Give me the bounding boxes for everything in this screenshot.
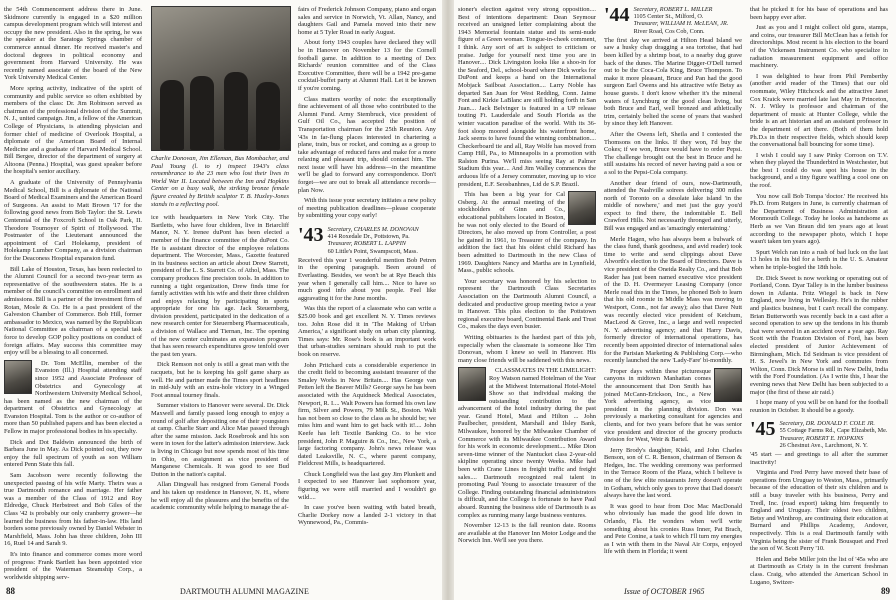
- photo-caption: Charlie Donovan, Jim Elleman, Bus Mombacher, and Paul Young (l. to r) inspect 1943's class remembrance to the 23 men who lost their lives in World War II. Located between the Inn and Hopkins Center on a busy walk, the striking bronze female figure created by British sculptor T. B. Huxley-Jones stands in a reflecting pool.: [151, 155, 289, 208]
- right-page: [454, 0, 896, 600]
- paragraph: It's into finance and commerce comes more word of progress: Frank Bartlett has been appointed vice president of the Waterman Steamship Corp., a worldwide shipping serv-: [4, 550, 142, 581]
- column-3: [298, 6, 436, 574]
- paragraph: John Pritchard cuts a considerable experience in the credit field to becoming assistant treasurer of the Smaley Works in New Britain.... Has George van Petten left the Beaver Mills? George says he has been associated with the Aquidneck Medical Associates, Newport, R. I.... Walt Powers has formed his own law firm, Silver and Powers, 79 Milk St., Boston. Walt has not been so close to the class as he should be; we miss him and want him to get back with it!.... John Keefe has left Textile Banking Co. to be vice president, John P. Maguire & Co., Inc., New York, a large factoring company. John's news release was dated Leaksville, N. C., where parent company, Fieldcrest Mills, is headquartered.: [298, 361, 436, 468]
- paragraph: I wish I could say I saw Pinky Corroon on T.V. when they played the Thunderbird in Westchester, but the best I could do was spot his house in the background, and a tiny figure waffling a cool one on the roof.: [750, 151, 888, 190]
- page-number: 89: [881, 586, 890, 596]
- paragraph: In case you've been waiting with bated breath, Charlie Dorkey now a landed 2-1 victory in that Wynnewood, Pa., Commis-: [298, 504, 436, 527]
- class-header-1944: [604, 6, 742, 35]
- paragraph: Writing obituaries is the hardest part of this job, especially when the classmate is someone like Tim Donovan, whom I knew so well in Hanover. His many close friends will be saddened with this news.: [458, 333, 596, 364]
- paragraph: You now call Bob Tompa 'doctor.' He received his Ph.D. from Rutgers in June, is currently chairman of the Department of Business Administration at Monmouth College. Today he looks as handsome as Herb as we Van Braun did ten years ago at least according to the newspaper photo, which I hope wasn't taken ten years ago).: [750, 192, 888, 246]
- paragraph: It was good to hear from Doc Mac MacDonald who obviously has made the good life down in Orlando, Fla. He wonders when we'll write something about his cronies Russ Inner, Pat Brach, and Pete Conine, a task to which I'll turn my energies as I win with them in the Naval Air Corps, enjoyed life with them in Florida; it went: [604, 502, 742, 556]
- paragraph: Helen and Bebe Miller join the list of '45s who are at Dartmouth as Cristy is in the current freshman class. Craig, who attended the American School in Lugano, Switzer-: [750, 555, 888, 586]
- paragraph: This has been a big year for Cal Osberg. At the annual meeting of the stockholders of Ginn and Co., educational publishers located in Boston, he was not only elected to the Board of Directors, he also moved up from Controller, a post he gained in 1961, to Treasurer of the company. In addition the fact that his oldest child Richard has been admitted to Dartmouth in the new Class of 1969. Daughters Nancy and Martha are in Lynnfield, Mass., public schools.: [458, 191, 596, 275]
- column-5: [604, 6, 742, 574]
- secretary-address: 55 Cottage Farms Rd., Cape Elizabeth, Me.: [779, 427, 888, 435]
- class-officers: [780, 420, 888, 449]
- portrait-photo: [4, 360, 32, 394]
- paragraph: After the Owens left, Sheila and I contested the Thomsons on the links. If they won, I'd buy the Cokes; if we won, Bruce would have to order Pepsi. The challenge brought out the best in Bruce and he still sustains his record of never having paid a sou or a sol to the Pepsi-Cola company.: [604, 130, 742, 176]
- paragraph: November 12-13 is the fall reunion date. Rooms are available at the Hanover Inn Motor Lodge and the Norwich Inn. We'll see you there.: [458, 522, 596, 545]
- paragraph: With this issue your secretary initiates a new policy of meeting publication deadlines—please cooperate by submitting your copy early!: [298, 197, 436, 220]
- paragraph: A graduate of the University of Pennsylvania Medical School, Bill is a diplomate of the National Board of Medical Examiners and the American Board of Surgeons. An assist to Matt Brown '17 for the following good news from Bob Taylor: the St. Lewis Centennial of the Foxcroft School in Oak Park, II. Theodore Tournoyer of Spirit of Hollywood. The Postmaster of the Lieutenant announced the appointment of Carl Holekamp, president of Holekamp Lumber Company, as a division chairman for the Deaconess Hospital expansion fund.: [4, 179, 142, 262]
- paragraph: Allan Dingwall has resigned from General Foods and his taken up residence in Hanover, N. H., where he will enjoy all the pleasures and the benefits of the academic community while helping to manage the af-: [151, 481, 289, 512]
- paragraph: Chuck Longfield was the last guy Jim Plunkett and I expected to see Hanover last sophomore year, figuring we were still married and I wouldn't go wild....: [298, 470, 436, 501]
- paragraph: Spurt Welch ran into a rush of bad luck on the last 13 holes in his bid for a berth in the U. S. Amateur when he triple-bogied the 18th hole.: [750, 248, 888, 271]
- running-footer: DARTMOUTH ALUMNI MAGAZINE: [180, 587, 309, 596]
- paragraph: Bill Lake of Houston, Texas, has been reelected to the Alumni Council for a second two-year term as representative of the southwestern states. He is a member of the council's committee on enrollment and admissions. Bill is a partner of the investment firm of Rotan, Mosle & Co. He is a past president of the Galveston Chamber of Commerce. Bob Hill, former ambassador to Mexico, was named by the Republican National Committee as chairman of a special task force to develop GOP policy positions on conduct of foreign affairs. May success this committee may enjoy will be a blessing to all concerned.: [4, 265, 142, 357]
- class-header-1943: [298, 226, 436, 255]
- treasurer-line: Treasurer, ROBERT E. HOPKINS: [779, 434, 864, 442]
- paragraph: CLASSMATES IN THE LIMELIGHT: Roy Watson named Hotelman of the Year at the Midwest International Hotel-Motel Show so that individual making the outstanding contribution to the advancement of the hotel industry during the past year. Grand Hotel, Maui and Hilton ... John Paulbecher, president, Marshall and Ilsley Bank, Milwaukee, honored by the Milwaukee Chamber of Commerce with its Milwaukee Contribution Award for his work in economic development.... Mike Dion seven-time winner of the Nantucket class 2-year-old skipline operating since twenty Weeks. Mike had been with Crane Lines in freight traffic and freight sales.... Dartmouth recognized real talent in promoting Paul Young to associate treasurer of the College. Finding outstanding financial administrators is difficult, and the College is fortunate to have Paul aboard. Running the business side of Dartmouth is as complex as running many large business ventures.: [458, 367, 596, 519]
- class-officers: [634, 6, 729, 35]
- treasurer-address: 26 Chestnut Ave., Larchmont, N. Y.: [779, 441, 868, 449]
- paragraph: I hope many of you will be on hand for the football reunion in October. It should be a goody.: [750, 399, 888, 414]
- paragraph: Merle Hagen, who has always been a bulwark of the class fund, thank goodness, and avid reader) took time to write and send clippings about Dave Alworth's election to the Board of Directors. Dave is vice president of the Oneida Realty Co., and that Bob Rader has just been named executive vice president of the D. H. Overmeyer Leasing Company (once Merle read this in the Times, he phoned Bob to learn that his old roomie in Middle Mass was moving to Westport, Conn., not far away); also that Dave Nutt was recently elected vice president of Ketchum, MacLeod & Grove, Inc., a large and well respected N. Y. advertising agency; and that Harry Davis, formerly director of international operations, has recently been appointed director of international sales for the Parisian Marketing & Publishing Corp.—who recently launched the new 'Lady-Fare' bi-monthly.: [604, 235, 742, 365]
- paragraph: More spring activity, indicative of the spirit of community and public service so often exhibited by members of the class: Dr. Jim Robinson served as chairman of the professional division of the Summit, N. J., united campaign. Jim, a fellow of the American College of Physicians, is attending physician and former chief of medicine of Overlook Hospital, a diplomate of the American Board of Internal Medicine and a graduate of Harvard Medical School. Bill Bergee, director of the department of surgery at Altoona (Penna.) Hospital, was guest speaker before the hospital's senior auxiliary.: [4, 84, 142, 176]
- secretary-line: Secretary, DR. DONALD F. COLE JR.: [779, 420, 875, 428]
- paragraph: '45 start — and greetings to all after the summer inactivity!: [750, 451, 888, 466]
- paragraph: Summer visitors to Hanover were several. Dr. Dick Maxwell and family passed long enough to enjoy a round of golf after depositing one of their youngsters at camp. Charlie Starr and Alice Mae passed through after the same mission. Jack Rosebrook and his son were in town for the latter's admission interview. Jack is living in Chicago but now spends most of his time in Ohio, on assignment as vice president of Manganese Chemicals. It was good to see Bud Dutton in the nation's capital.: [151, 402, 289, 478]
- class-numeral: '44: [604, 4, 630, 26]
- paragraph: About forty 1943 couples have declared they will be in Hanover on November 13 for the Cornell football game. In addition to a meeting of Dex Richards' reunion committee and of the Class Executive Committee, there will be a 1942 pre-game cocktail-buffet party at Alumni Hall. Let it be known if you're coming.: [298, 39, 436, 92]
- paragraph: Dr. Dick Sweet is now working or operating out of Portland, Conn. Dyar Talley is in the lumber business down in Atlanta. Fritz Wiegel is back in New England, now living in Wellesley. He's in the rubber and plastics business, but I can't recall the company. Brian Butterworth was recently back in a cast after a second operation to sew up the tendons in his thumb that were severed in an accident over a year ago. Ray Scott with the Frauton Division of Ford, has been elected president of Junior Achievement of Birmingham, Mich. Ed Seidman is vice president of H. S. Jewel's in New York and commutes from Wilton, Conn. Dick Morse is still in New Delhi, India with the Ford Foundation. (As I write this, I hear the evening news that New Delhi has been subjected to a major (the first of these air raid.): [750, 274, 888, 396]
- paragraph: fairs of Frederick Johnson Company, piano and organ sales and service in Norwich, Vt. Allan, Nancy, and daughters Gail and Pamela moved into their new home at 5 Tyler Road in early August.: [298, 6, 436, 36]
- class-header-1945: [750, 420, 888, 449]
- paragraph: Another dear friend of ours, now-Dartmouth, attended the Nashville soirees delivering 300 miles north of Toronto on a desolate lake island 'in the middle of nowhere,' and met just the guy you'd expect to find there, the indomitable E. Bell Crawford Hills. Not necessarily thronged and utterly, Bill was engaged and as 'amazingly entertaining.': [604, 179, 742, 233]
- memorial-statue-photo: [151, 6, 291, 151]
- column-4: [458, 6, 596, 574]
- paragraph: Just as you and I might collect old guns, stamps, and coins, our treasurer Bill McClean has a fetish for directorships. Most recent is his election to the board of the Vickensen Instrument Co. who specialize in radiation measurement equipment and office machinery.: [750, 24, 888, 70]
- paragraph: Received this year 1 wonderful mention Bob Petren in the opening paragraph. Been around of Everlasting. Besides, we won't be at Rye Beach this year when I generally call him.... Nice to have so much good info about you people. Feel like aggravating it for the June months.: [298, 256, 436, 302]
- class-officers: [328, 226, 419, 255]
- paragraph: that he picked it for his base of operations and has been happy ever after.: [750, 6, 888, 21]
- paragraph: sioner's election against very strong opposition.... Best of intentions department: Dean Seymour received an unsigned letter complaining about the 1943 Memorial fountain statue and its semi-nude figure of a Green woman. Tongue-in-cheek comment, I think. Any sort of art is subject to criticism or praise. Judge for yourself next time you are in Hanover.... Dick Livingston looks like a shoo-in for the Seaford, Del., school-board where Dick works for DuPont and keeps a hand on the International Mobjack Sailboat Association.... Larry Noble has departed San Juan for West Redding, Conn. Jaime Font and Kirkie LaBlanc are still holding forth in San Juan.... Jack Belvinger is featured in a UP release touting Ft. Lauderdale and South Florida as the winter vacation paradise of the world. With its 36-foot sloop moored alongside his waterfront home, Jack seems to have found the winning combination.... Checkerboard tie and all, Ray Wolfe has moved from Camp Hill, Pa., to Minneapolis in a promotion with Ralston Purina. We'll miss seeing Ray at Palmer Stadium this year.... And Jim Walley commences the arduous life of a Jersey commuter, moving up to vice president, E.F. Seosbanhnes, Ltd de S.P. Brazil.: [458, 6, 596, 188]
- treasurer-line: Treasurer, WILLIAM H. McLEAN, JR.: [633, 20, 729, 28]
- treasurer-address: River Road, Cos Cob, Conn.: [633, 27, 705, 35]
- column-6: [750, 6, 888, 586]
- secretary-address: 414 Roxedale Dr., Pottstown, Pa.: [327, 233, 410, 241]
- secretary-address: 1105 Center St., Milford, O.: [633, 13, 704, 21]
- portrait-photo: [714, 368, 742, 402]
- paragraph: I was delighted to hear from Phil Pemberthy (another avid reader of the Times) that our old roommate, Wiley Hitchcock and the attractive Janet Cox Kraick were married late last May in Princeton, N. J. Wiley is professor and chairman of the department of music at Hunter College, while the bride is an art historian and an assistant professor in the department of art there. (Both of them hold Ph.D.s in their respective fields, which should keep the conversational ball bouncing for some time).: [750, 72, 888, 149]
- treasurer-line: Treasurer, ROBERT L. LAPPIN: [327, 240, 406, 248]
- paragraph: Your secretary was honored by his selection to represent the Dartmouth Class Secretaries Association on the Dartmouth Alumni Council, a dedicated and productive group meeting twice a year in Hanover. This plus election to the Pottstown regional executive board, Continental Bank and Trust Co., makes the days even busier.: [458, 277, 596, 331]
- portrait-photo: [458, 367, 486, 401]
- secretary-line: Secretary, CHARLES M. DONOVAN: [327, 226, 419, 234]
- column-2: [151, 6, 289, 574]
- paragraph: Dr. Tom McEllin, member of the Evanston (Ill.) Hospital attending staff since 1952 and Associate Professor of Obstetrics and Gynecology at Northwestern University Medical School, has been named as the new chairman of the department of Obstetrics and Gynecology at Evanston Hospital. Tom is the author or co-author of more than 50 published papers and has been elected a Fellow in major professional bodies in his specialty.: [4, 359, 142, 436]
- column-1: [4, 6, 142, 581]
- paragraph: The first day we arrived at Hilton Head Island we saw a husky chap dragging a sea tortoise, that had been killed by a shrimp boat, to a nearby dug grave back of the dunes. The Marine Digger-O'Dell turned out to be the Coca-Cola King, Bruce Thompson. To make it more pleasant, Bruce and Pan had the good surgeon Earl Owens and his attractive wife Betsy as house guests. I don't know whether it's the mineral waters of Lynchburg or the good clean living, but both Bruce and Earl, well bronzed and athletically trim, certainly belied the scene of years that washed by since they left Hanover.: [604, 36, 742, 128]
- paragraph: Proper days within these picturesque canyons in midtown Manhattan comes the announcement that Don Smith has joined McCann-Erickson, Inc., a New York advertising agency, as vice president in the planning division. Don was previously a marketing consultant for agencies and clients, and for two years before that he was senior vice president and director of the grocery products division for West, Weir & Bartel.: [604, 367, 742, 444]
- paragraph: Dick and Dot Baldwin announced the birth of Barbara June in May. As Dick pointed out, they now enjoy the full spectrum of youth as son William entered Penn State this fall.: [4, 438, 142, 469]
- portrait-photo: [568, 191, 596, 225]
- page-number: 88: [6, 586, 15, 596]
- class-numeral: '45: [750, 418, 776, 441]
- paragraph: Was this the report of a classmate who can write a $25.00 book and get excellent N. Y. Times reviews too. John Rose did it in 'The Making of Urban America,' a significant study on urban city planning. Times says: Mr. Rose's book is an important work that urban-studies seminars should rush to put the book on reserve.: [298, 305, 436, 358]
- spine-gutter: [442, 0, 454, 600]
- paragraph: the 54th Commencement address there in June. Skidmore currently is engaged in a $20 million campus development program which will interest and occupy the new president. Also in the spring, he was the speaker at the Saratoga Springs chamber of commerce annual dinner. He received master's and doctoral degrees in political economy and government from Harvard University. He was recently named associate of the board of the New York University Medical Center.: [4, 6, 142, 82]
- paragraph: Class matters worthy of note: the exceptionally fine achievement of all those who contributed to the Alumni Fund. Army Stembruck, vice president of Gulf Oil Co., has accepted the position of Transportation chairman for the 25th Reunion. Any '43s in far-flung places interested in chartering a plane, train, bus or rocket, and coming as a group to take advantage of reduced fares and make for a more relaxing and pleasant trip, should contact him. The next issue will have his address—in the meantime we'll be glad to forward any correspondence. Don't forget—we are out to break all attendance records—plan Now.: [298, 95, 436, 194]
- paragraph: Sam Jacobson were recently following the unexpected passing of his wife Marty. Theirs was a true Dartmouth romance and marriage. Her father was a member of the Class of 1912 and Roy Eldredge, Chuck Herbstreet and Bob Giles of the Class '42 is probably our only cranberry grower—he learned the business from his father-in-law. His land borders some previously owned by Daniel Webster in Marshfield, Mass. John has three children, John III 16, Ruel 14 and Sarah 9.: [4, 472, 142, 548]
- paragraph: Dick Remson not only is still a great man with the racquets, but he is keeping his golf game sharp as well. He and partner made the Times sport headlines in mid-July with an extra-hole victory in a Winged Foot annual tourney finals.: [151, 361, 289, 399]
- secretary-line: Secretary, ROBERT L. MILLER: [633, 6, 713, 13]
- paragraph: Jerry Brody's daughter, Kiski, and John Charles Benson, son of C. R. Benson, chairman of Benson & Hedges, Inc. The wedding ceremony was performed in the Terrace Room of the Plaza, which I believe is one of the few elite restaurants Jerry doesn't operate in Gotham, which only goes to prove that Dad doesn't always have the last word.: [604, 446, 742, 500]
- paragraph: Virginia and Fred Perry have moved their base of operations from Uruguay to Weston, Mass., primarily because of the education of their six children and is still a busy traveler with his business, Perry and Tredl, Inc. (road export) taking him frequently to England and Uruguay. Their oldest two children, Betsy and Winthrop, are continuing their education at Burnard and Phillips Academy, Andover, respectively. This is a real Dartmouth family with Virginia being the sister of Frank Bousquet and Fred the son of W. Scott Perry '10.: [750, 469, 888, 553]
- running-footer: Issue of OCTOBER 1965: [624, 587, 705, 596]
- left-page: [0, 0, 442, 600]
- treasurer-address: 60 Little's Point, Swampscott, Mass.: [327, 247, 418, 255]
- paragraph: ice with headquarters in New York City. The Bartletts, who have four children, live in Briarcliff Manor, N. Y. Irenee duPont has been elected a member of the finance committee of the duPont Co. He is assistant director of the employee relations department. The Worcester, Mass., Gazette featured in its business section an article about Drew Starrett, president of the L. S. Starrett Co. of Athol, Mass. The company produces fine precision tools. In addition to running a tight organization, Drew finds time for family activities with his wife and their three children and enjoys relaxing by participating in sports appropriate for one his age. Jack Steuernberg, division president, participated in the dedication of a new research center for Steuernberg Pharmaceuticals, a division of Wallace and Tiernan, Inc. The opening of the new center culminates an expansion program that has seen research expenditures grow tenfold over the past ten years.: [151, 214, 289, 358]
- class-numeral: '43: [298, 224, 324, 247]
